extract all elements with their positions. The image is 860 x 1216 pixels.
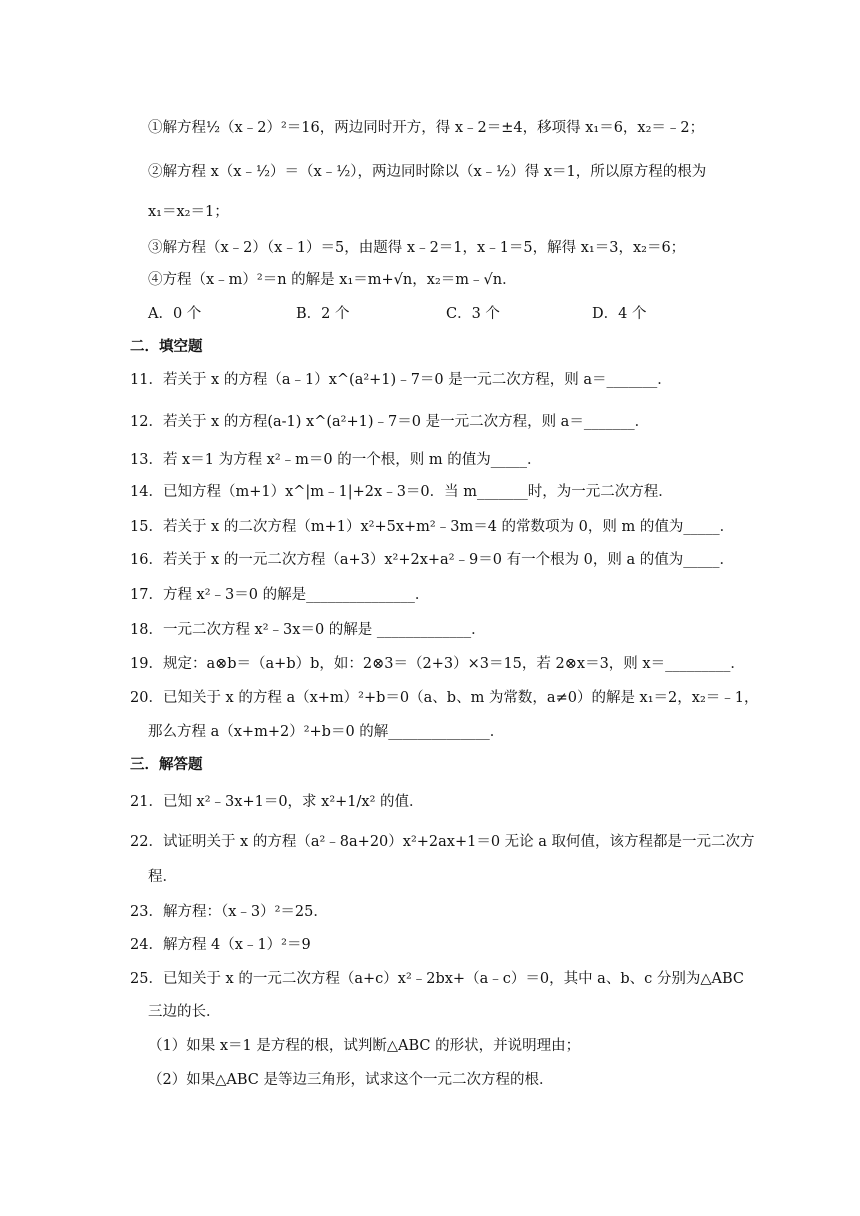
- question-15: 15．若关于 x 的二次方程（m+1）x²+5x+m²﹣3m＝4 的常数项为 0，则 m 的值为_____．: [130, 519, 735, 535]
- question-13: 13．若 x＝1 为方程 x²﹣m＝0 的一个根，则 m 的值为_____．: [130, 452, 542, 468]
- question-11: 11．若关于 x 的方程（a﹣1）x^(a²+1)﹣7＝0 是一元二次方程，则 a＝_______．: [130, 372, 672, 388]
- choice-b: B．2 个: [296, 306, 350, 322]
- statement-3: ③解方程（x﹣2）（x﹣1）＝5，由题得 x﹣2＝1，x﹣1＝5，解得 x₁＝3，x₂＝6；: [148, 240, 686, 256]
- question-20-cont: 那么方程 a（x+m+2）²+b＝0 的解______________．: [148, 724, 505, 740]
- statement-2: ②解方程 x（x﹣½）＝（x﹣½），两边同时除以（x﹣½）得 x＝1，所以原方程的根为: [148, 164, 707, 180]
- question-25: 25．已知关于 x 的一元二次方程（a+c）x²﹣2bx+（a﹣c）＝0，其中 a、b、c 分别为△ABC: [130, 971, 744, 987]
- section-heading-fill-in: 二．填空题: [130, 339, 203, 355]
- question-23: 23．解方程：（x﹣3）²＝25．: [130, 904, 328, 920]
- answer-choices: [148, 302, 788, 322]
- question-17: 17．方程 x²﹣3＝0 的解是_______________．: [130, 587, 430, 603]
- question-16: 16．若关于 x 的一元二次方程（a+3）x²+2x+a²﹣9＝0 有一个根为 0，则 a 的值为_____．: [130, 552, 735, 568]
- question-20: 20．已知关于 x 的方程 a（x+m）²+b＝0（a、b、m 为常数，a≠0）的解是 x₁＝2，x₂＝﹣1，: [130, 690, 759, 706]
- statement-4: ④方程（x﹣m）²＝n 的解是 x₁＝m+√n，x₂＝m﹣√n．: [148, 272, 517, 288]
- question-25-part-1: （1）如果 x＝1 是方程的根，试判断△ABC 的形状，并说明理由；: [148, 1038, 581, 1054]
- question-24: 24．解方程 4（x﹣1）²＝9: [130, 937, 311, 953]
- choice-d: D．4 个: [592, 306, 647, 322]
- question-14: 14．已知方程（m+1）x^|m﹣1|+2x﹣3＝0．当 m_______时，为一元二次方程．: [130, 484, 673, 500]
- question-25-part-2: （2）如果△ABC 是等边三角形，试求这个一元二次方程的根．: [148, 1072, 554, 1088]
- statement-2-cont: x₁＝x₂＝1；: [148, 204, 229, 220]
- question-25-cont: 三边的长．: [148, 1004, 221, 1020]
- question-19: 19．规定：a⊗b＝（a+b）b，如：2⊗3＝（2+3）×3＝15，若 2⊗x＝3，则 x＝_________．: [130, 656, 745, 672]
- question-22: 22．试证明关于 x 的方程（a²﹣8a+20）x²+2ax+1＝0 无论 a 取何值，该方程都是一元二次方: [130, 834, 755, 850]
- question-12: 12．若关于 x 的方程(a-1) x^(a²+1)﹣7＝0 是一元二次方程，则 a＝_______．: [130, 414, 650, 430]
- question-18: 18．一元二次方程 x²﹣3x＝0 的解是 _____________．: [130, 622, 486, 638]
- question-21: 21．已知 x²﹣3x+1＝0，求 x²+1/x² 的值．: [130, 794, 424, 810]
- choice-a: A．0 个: [148, 306, 202, 322]
- section-heading-answer: 三．解答题: [130, 757, 203, 773]
- question-22-cont: 程．: [148, 869, 177, 885]
- statement-1: ①解方程½（x﹣2）²＝16，两边同时开方，得 x﹣2＝±4，移项得 x₁＝6，x₂＝﹣2；: [148, 120, 705, 136]
- choice-c: C．3 个: [446, 306, 500, 322]
